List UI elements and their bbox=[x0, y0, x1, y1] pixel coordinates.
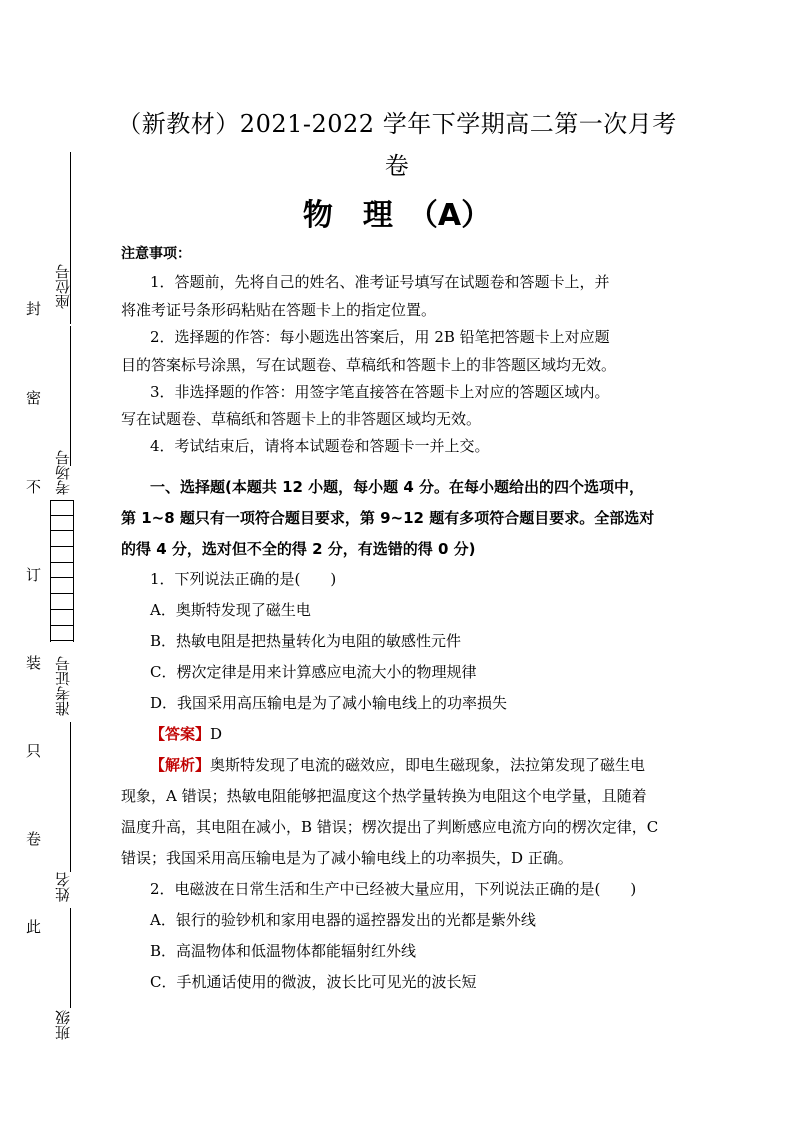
answer-value: D bbox=[210, 725, 223, 743]
seal-char-8: 此 bbox=[26, 918, 42, 936]
q1-stem: 1．下列说法正确的是( ) bbox=[150, 570, 337, 588]
name-label: 姓名 bbox=[54, 872, 72, 902]
seal-char-3: 不 bbox=[26, 478, 42, 496]
q1-answer bbox=[150, 723, 222, 744]
q1-analysis-line-4: 错误；我国采用高压输电是为了减小输电线上的功率损失，D 正确。 bbox=[121, 849, 573, 867]
notes-line-7: 4．考试结束后，请将本试题卷和答题卡一并上交。 bbox=[150, 437, 490, 455]
notes-heading: 注意事项： bbox=[121, 246, 191, 262]
q1-analysis-line-2: 现象，A 错误；热敏电阻能够把温度这个热学量转换为电阻这个电学量，且随着 bbox=[121, 787, 647, 805]
seal-char-7: 卷 bbox=[26, 830, 42, 848]
section-heading-line-2: 第 1~8 题只有一项符合题目要求，第 9~12 题有多项符合题目要求。全部选对 bbox=[121, 509, 655, 527]
notes-line-1: 1．答题前，先将自己的姓名、准考证号填写在试题卷和答题卡上，并 bbox=[150, 273, 610, 291]
q2-option-c: C．手机通话使用的微波，波长比可见光的波长短 bbox=[150, 973, 477, 991]
seal-char-6: 只 bbox=[26, 742, 42, 760]
q1-analysis-line-3: 温度升高，其电阻在减小，B 错误；楞次提出了判断感应电流方向的楞次定律，C bbox=[121, 818, 659, 836]
binding-line-4 bbox=[70, 908, 71, 1008]
section-heading-line-1: 一、选择题(本题共 12 小题，每小题 4 分。在每小题给出的四个选项中， bbox=[150, 478, 645, 496]
exam-title-line-2: 卷 bbox=[384, 152, 410, 180]
q1-analysis-line-1 bbox=[150, 754, 645, 775]
q1-option-a: A．奥斯特发现了磁生电 bbox=[150, 601, 311, 619]
seat-number-label: 座位号 bbox=[54, 264, 72, 309]
subject-title: 物 理 （A） bbox=[302, 198, 492, 233]
seal-char-1: 封 bbox=[26, 300, 42, 318]
q1-option-b: B．热敏电阻是把热量转化为电阻的敏感性元件 bbox=[150, 632, 462, 650]
binding-line-2 bbox=[70, 326, 71, 466]
exam-room-label: 考场号 bbox=[54, 450, 72, 495]
seal-char-4: 订 bbox=[26, 566, 42, 584]
q2-option-b: B．高温物体和低温物体都能辐射红外线 bbox=[150, 942, 417, 960]
analysis-text-1: 奥斯特发现了电流的磁效应，即电生磁现象，法拉第发现了磁生电 bbox=[210, 756, 646, 774]
seal-char-2: 密 bbox=[26, 389, 42, 407]
q2-option-a: A．银行的验钞机和家用电器的遥控器发出的光都是紫外线 bbox=[150, 911, 536, 929]
notes-line-6: 写在试题卷、草稿纸和答题卡上的非答题区域均无效。 bbox=[121, 410, 482, 428]
ticket-number-boxes bbox=[50, 500, 74, 642]
notes-line-3: 2．选择题的作答：每小题选出答案后，用 2B 铅笔把答题卡上对应题 bbox=[150, 328, 610, 346]
analysis-tag: 【解析】 bbox=[150, 756, 211, 774]
notes-line-5: 3．非选择题的作答：用签字笔直接答在答题卡上对应的答题区域内。 bbox=[150, 383, 610, 401]
seal-char-5: 装 bbox=[26, 654, 42, 672]
q1-option-d: D．我国采用高压输电是为了减小输电线上的功率损失 bbox=[150, 694, 508, 712]
section-heading-line-3: 的得 4 分，选对但不全的得 2 分，有选错的得 0 分) bbox=[121, 540, 476, 558]
answer-tag: 【答案】 bbox=[150, 725, 211, 743]
notes-line-4: 目的答案标号涂黑，写在试题卷、草稿纸和答题卡上的非答题区域均无效。 bbox=[121, 356, 617, 374]
q2-stem: 2．电磁波在日常生活和生产中已经被大量应用，下列说法正确的是( ) bbox=[150, 880, 637, 898]
notes-line-2: 将准考证号条形码粘贴在答题卡上的指定位置。 bbox=[121, 301, 437, 319]
q1-option-c: C．楞次定律是用来计算感应电流大小的物理规律 bbox=[150, 663, 477, 681]
exam-title-line-1: （新教材）2021-2022 学年下学期高二第一次月考 bbox=[117, 110, 677, 138]
ticket-number-label: 准考证号 bbox=[54, 656, 72, 716]
binding-line-3 bbox=[70, 722, 71, 872]
class-label: 班级 bbox=[54, 1010, 72, 1040]
